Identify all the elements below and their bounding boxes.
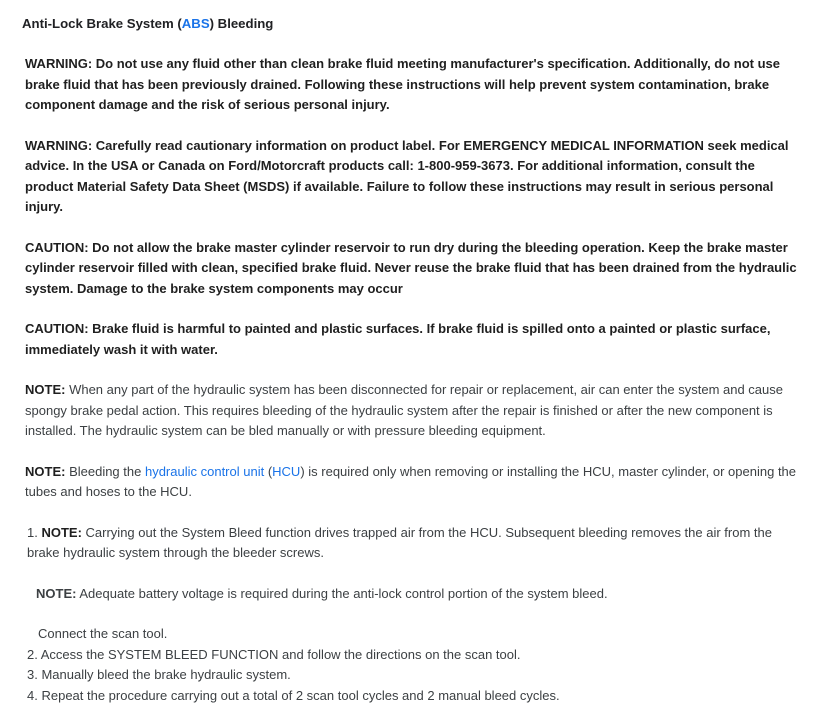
step-1-battery-note <box>22 584 802 605</box>
step-4-text: Repeat the procedure carrying out a total of 2 scan tool cycles and 2 manual bleed cycles. <box>41 687 560 703</box>
step-3 <box>22 665 802 686</box>
caution-paragraph-2: CAUTION: Brake fluid is harmful to painted and plastic surfaces. If brake fluid is spilled onto a painted or plastic surface, immediately wash it with water. <box>25 321 771 357</box>
step-3-text: Manually bleed the brake hydraulic system. <box>41 667 291 682</box>
step-2-number: 2. <box>27 646 38 662</box>
step-4-number: 4. <box>27 687 38 703</box>
note-paragraph-1 <box>22 380 802 442</box>
note-1-label: NOTE: <box>25 382 66 397</box>
warning-paragraph-1: WARNING: Do not use any fluid other than clean brake fluid meeting manufacturer's specification. Additionally, do not use brake fluid that has been previously drained. Following these instructions will help prevent system contamination, brake component damage and the risk of serious personal injury. <box>25 56 781 112</box>
note-2-text-mid: ( <box>264 463 273 479</box>
note-2-label: NOTE: <box>25 463 66 479</box>
title-text-post: ) Bleeding <box>209 16 274 31</box>
warning-paragraph-2: WARNING: Carefully read cautionary information on product label. For EMERGENCY MEDICAL INFORMATION seek medical advice. In the USA or Canada on Ford/Motorcraft products call: 1-800-959-3673. For additional information, consult the product Material Safety Data Sheet (MSDS) if available. Failure to follow these instructions may result in serious personal injury. <box>25 137 789 214</box>
battery-note-text: Adequate battery voltage is required during the anti-lock control portion of the system bleed. <box>76 585 608 601</box>
abs-link[interactable]: ABS <box>181 16 210 31</box>
step-3-number: 3. <box>27 667 38 682</box>
step-2-text: Access the SYSTEM BLEED FUNCTION and follow the directions on the scan tool. <box>40 646 521 662</box>
caution-paragraph-1: CAUTION: Do not allow the brake master cylinder reservoir to run dry during the bleeding operation. Keep the brake master cylinder reservoir filled with clean, specified brake fluid. Never reuse the brake fluid that has been drained from the hydraulic system. Damage to the brake system components may occur <box>25 239 797 296</box>
page-title <box>22 14 802 34</box>
step-1 <box>22 523 802 564</box>
step-1-action: Connect the scan tool. <box>38 626 168 641</box>
hydraulic-control-unit-link[interactable]: hydraulic control unit <box>144 463 265 479</box>
battery-note-label: NOTE: <box>36 585 77 601</box>
title-text-pre: Anti-Lock Brake System ( <box>22 16 182 31</box>
procedure-steps <box>22 523 802 707</box>
note-2-text-post: ) is required only when removing or installing the HCU, master cylinder, or opening the tubes and hoses to the HCU. <box>25 463 797 499</box>
note-paragraph-2 <box>22 462 802 503</box>
hcu-abbrev-link[interactable]: HCU <box>272 463 301 479</box>
step-1-number: 1. <box>27 524 38 540</box>
note-1-text: When any part of the hydraulic system has been disconnected for repair or replacement, air can enter the system and cause spongy brake pedal action. This requires bleeding of the hydraulic system after the repair is finished or after the new component is installed. The hydraulic system can be bled manually or with pressure bleeding equipment. <box>25 382 783 438</box>
step-2 <box>22 645 802 666</box>
step-4 <box>22 686 802 707</box>
note-2-text-pre: Bleeding the <box>65 463 145 479</box>
step-1-text: Carrying out the System Bleed function drives trapped air from the HCU. Subsequent bleeding removes the air from the brake hydraulic system through the bleeder screws. <box>27 524 772 560</box>
step-1-note-label: NOTE: <box>41 524 82 540</box>
